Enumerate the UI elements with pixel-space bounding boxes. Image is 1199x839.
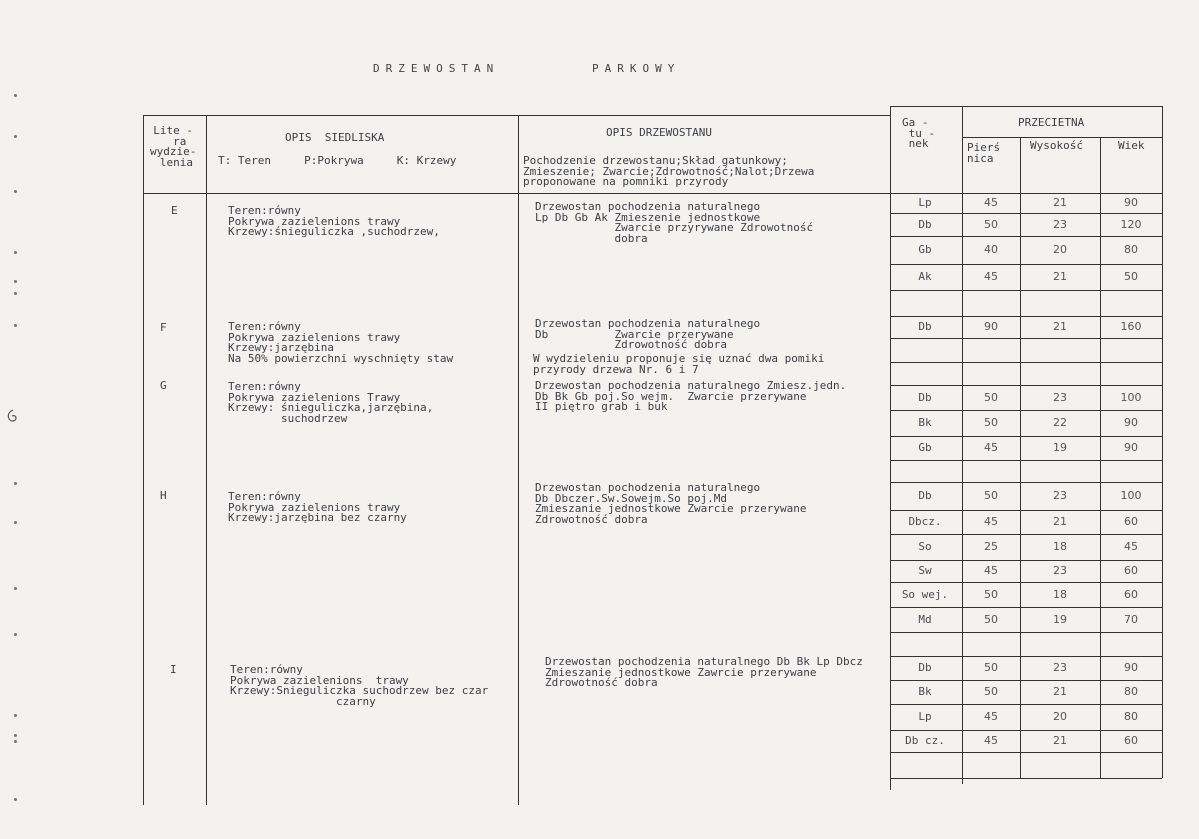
grid-row-line	[890, 213, 1162, 214]
row-piersnica-cell: 45	[984, 734, 998, 747]
header-wiek: Wiek	[1118, 139, 1145, 152]
row-gatunek-cell: Db	[918, 661, 932, 674]
row-piersnica-cell: 45	[984, 196, 998, 209]
row-wiek-cell: 45	[1124, 540, 1138, 553]
table-top-border	[143, 115, 890, 116]
grid-row-line	[890, 534, 1162, 535]
title-word-2: PARKOWY	[592, 62, 681, 75]
row-gatunek-cell: Db	[918, 218, 932, 231]
row-piersnica-cell: 50	[984, 416, 998, 429]
row-piersnica-cell: 50	[984, 588, 998, 601]
row-piersnica-cell: 50	[984, 218, 998, 231]
grid-row-line	[890, 338, 1162, 339]
row-wiek-cell: 60	[1124, 515, 1138, 528]
margin-mark	[14, 251, 17, 254]
row-wysokosc-cell: 21	[1053, 685, 1067, 698]
col-divider-litera	[206, 115, 207, 805]
row-wiek-cell: 80	[1124, 685, 1138, 698]
row-wysokosc-cell: 23	[1053, 661, 1067, 674]
section-letter-e: E	[171, 204, 178, 217]
header-wysokosc: Wysokość	[1030, 139, 1083, 152]
row-piersnica-cell: 40	[984, 243, 998, 256]
row-wiek-cell: 100	[1120, 391, 1142, 404]
row-gatunek-cell: Db cz.	[905, 734, 945, 747]
row-wiek-cell: 70	[1124, 613, 1138, 626]
row-piersnica-cell: 45	[984, 710, 998, 723]
grid-row-line	[890, 482, 1162, 483]
grid-row-line	[890, 607, 1162, 608]
row-gatunek-cell: Db	[918, 391, 932, 404]
row-wiek-cell: 120	[1120, 218, 1142, 231]
margin-mark	[14, 292, 17, 295]
header-przecietna: PRZECIETNA	[1018, 116, 1085, 129]
row-wysokosc-cell: 21	[1053, 734, 1067, 747]
table-left-border	[143, 115, 144, 805]
row-wiek-cell: 90	[1124, 441, 1138, 454]
title-word-1: DRZEWOSTAN	[373, 62, 500, 75]
margin-mark	[14, 740, 17, 743]
margin-mark	[14, 190, 17, 193]
row-gatunek-cell: Md	[918, 613, 932, 626]
margin-mark	[14, 714, 17, 717]
grid-row-line	[890, 410, 1162, 411]
row-wiek-cell: 90	[1124, 416, 1138, 429]
row-piersnica-cell: 50	[984, 391, 998, 404]
header-piersnica: Pierś nica	[967, 141, 1001, 165]
section-h-siedlisko: Teren:równy Pokrywa zazielenions trawy Krzewy:jarzębina bez czarny	[228, 490, 407, 524]
row-piersnica-cell: 90	[984, 320, 998, 333]
header-opis-drzewostanu: OPIS DRZEWOSTANU	[606, 126, 712, 139]
row-gatunek-cell: So	[918, 540, 932, 553]
row-wysokosc-cell: 20	[1053, 243, 1067, 256]
pencil-mark	[4, 408, 20, 426]
header-siedlisko-legend: T: Teren P:Pokrywa K: Krzewy	[218, 154, 457, 167]
row-gatunek-cell: So wej.	[901, 588, 949, 601]
margin-mark	[14, 280, 17, 283]
section-i-drzewostan: Drzewostan pochodzenia naturalnego Db Bk Lp Dbcz Zmieszanie jednostkowe Zawrcie przerywane Zdrowotność dobra	[545, 655, 863, 689]
grid-row-line	[890, 510, 1162, 511]
grid-row-line	[890, 582, 1162, 583]
grid-row-line	[890, 656, 1162, 657]
row-wysokosc-cell: 18	[1053, 588, 1067, 601]
row-wysokosc-cell: 21	[1053, 196, 1067, 209]
row-wiek-cell: 90	[1124, 661, 1138, 674]
section-i-siedlisko: Teren:równy Pokrywa zazielenions trawy Krzewy:Snieguliczka suchodrzew bez czar czarny	[230, 663, 489, 708]
margin-mark	[14, 734, 17, 737]
row-wiek-cell: 60	[1124, 564, 1138, 577]
row-gatunek-cell: Ak	[918, 270, 932, 283]
header-litera: Lite - ra wydzie- lenia	[150, 124, 197, 169]
section-letter-g: G	[160, 379, 167, 392]
row-wiek-cell: 160	[1120, 320, 1142, 333]
row-wysokosc-cell: 23	[1053, 489, 1067, 502]
row-gatunek-cell: Lp	[918, 196, 932, 209]
row-gatunek-cell: Db	[918, 320, 932, 333]
section-g-siedlisko: Teren:równy Pokrywa zazielenions Trawy Krzewy: śnieguliczka,jarzębina, suchodrzew	[228, 380, 434, 425]
grid-row-line	[890, 730, 1162, 731]
section-f-siedlisko: Teren:równy Pokrywa zazielenions trawy Krzewy:jarzębina Na 50% powierzchni wyschnięty staw	[228, 320, 454, 365]
row-wiek-cell: 80	[1124, 243, 1138, 256]
row-gatunek-cell: Lp	[918, 710, 932, 723]
section-e-drzewostan: Drzewostan pochodzenia naturalnego Lp Db Gb Ak Zmieszenie jednostkowe Zwarcie przyrywane Zdrowotność dobra	[535, 200, 814, 245]
grid-row-line	[890, 704, 1162, 705]
row-gatunek-cell: Db	[918, 489, 932, 502]
row-piersnica-cell: 50	[984, 685, 998, 698]
row-wysokosc-cell: 21	[1053, 270, 1067, 283]
row-piersnica-cell: 50	[984, 613, 998, 626]
section-g-drzewostan: Drzewostan pochodzenia naturalnego Zmiesz.jedn. Db Bk Gb poj.So wejm. Zwarcie przerywane II piętro grab i buk	[535, 379, 847, 413]
row-wysokosc-cell: 20	[1053, 710, 1067, 723]
margin-mark	[14, 587, 17, 590]
row-gatunek-cell: Dbcz.	[908, 515, 942, 528]
section-letter-i: I	[170, 663, 177, 676]
row-wysokosc-cell: 21	[1053, 515, 1067, 528]
margin-mark	[14, 633, 17, 636]
row-wiek-cell: 80	[1124, 710, 1138, 723]
section-letter-f: F	[160, 321, 167, 334]
grid-row-line	[890, 436, 1162, 437]
row-wysokosc-cell: 22	[1053, 416, 1067, 429]
margin-mark	[14, 135, 17, 138]
grid-row-line	[890, 680, 1162, 681]
section-f-drzewostan: Drzewostan pochodzenia naturalnego Db Zwarcie przerywane Zdrowotność dobra	[535, 317, 761, 351]
stand-table-top-border	[890, 106, 1162, 107]
row-piersnica-cell: 45	[984, 564, 998, 577]
row-piersnica-cell: 50	[984, 489, 998, 502]
row-piersnica-cell: 45	[984, 270, 998, 283]
grid-row-line	[890, 362, 1162, 363]
margin-mark	[14, 482, 17, 485]
grid-row-line	[890, 264, 1162, 265]
row-wysokosc-cell: 23	[1053, 564, 1067, 577]
row-gatunek-cell: Gb	[918, 243, 932, 256]
row-wysokosc-cell: 23	[1053, 218, 1067, 231]
row-wiek-cell: 60	[1124, 734, 1138, 747]
row-wysokosc-cell: 23	[1053, 391, 1067, 404]
grid-row-line	[890, 316, 1162, 317]
grid-row-line	[890, 460, 1162, 461]
col-divider-siedlisko	[518, 115, 519, 805]
margin-mark	[14, 94, 17, 97]
przecietna-divider	[962, 137, 1162, 138]
col-divider-wiek	[1162, 106, 1163, 778]
row-gatunek-cell: Bk	[918, 416, 932, 429]
row-wiek-cell: 50	[1124, 270, 1138, 283]
row-wiek-cell: 100	[1120, 489, 1142, 502]
row-wysokosc-cell: 21	[1053, 320, 1067, 333]
section-e-siedlisko: Teren:równy Pokrywa zazielenions trawy Krzewy:śnieguliczka ,suchodrzew,	[228, 204, 440, 238]
row-gatunek-cell: Gb	[918, 441, 932, 454]
grid-row-line	[890, 385, 1162, 386]
row-piersnica-cell: 50	[984, 661, 998, 674]
margin-mark	[14, 324, 17, 327]
margin-mark	[14, 521, 17, 524]
row-wysokosc-cell: 18	[1053, 540, 1067, 553]
grid-row-line	[890, 632, 1162, 633]
row-gatunek-cell: Sw	[918, 564, 932, 577]
row-piersnica-cell: 45	[984, 515, 998, 528]
grid-row-line	[890, 290, 1162, 291]
header-bottom-border	[143, 193, 1163, 194]
grid-row-line	[890, 778, 1162, 779]
row-wysokosc-cell: 19	[1053, 613, 1067, 626]
row-wiek-cell: 60	[1124, 588, 1138, 601]
header-opis-siedliska: OPIS SIEDLISKA	[285, 131, 385, 144]
row-piersnica-cell: 45	[984, 441, 998, 454]
header-drzewostan-legend: Pochodzenie drzewostanu;Skład gatunkowy; Zmieszenie; Zwarcie;Zdrowotność;Nalot;Drzewa proponowane na pomniki przyrody	[523, 154, 815, 188]
row-gatunek-cell: Bk	[918, 685, 932, 698]
section-letter-h: H	[160, 489, 167, 502]
col-divider-piersnica	[1020, 137, 1021, 778]
margin-mark	[14, 798, 17, 801]
row-wysokosc-cell: 19	[1053, 441, 1067, 454]
row-piersnica-cell: 25	[984, 540, 998, 553]
grid-row-line	[890, 236, 1162, 237]
header-gatunek: Ga - tu - nek	[902, 116, 936, 150]
section-h-drzewostan: Drzewostan pochodzenia naturalnego Db Dbczer.Sw.Sowejm.So poj.Md Zmieszanie jednostkowe Zwarcie przerywane Zdrowotność dobra	[535, 481, 807, 526]
grid-row-line	[890, 752, 1162, 753]
grid-row-line	[890, 560, 1162, 561]
section-f-note: W wydzieleniu proponuje się uznać dwa pomiki przyrody drzewa Nr. 6 i 7	[533, 352, 825, 376]
col-divider-wysokosc	[1100, 137, 1101, 778]
row-wiek-cell: 90	[1124, 196, 1138, 209]
